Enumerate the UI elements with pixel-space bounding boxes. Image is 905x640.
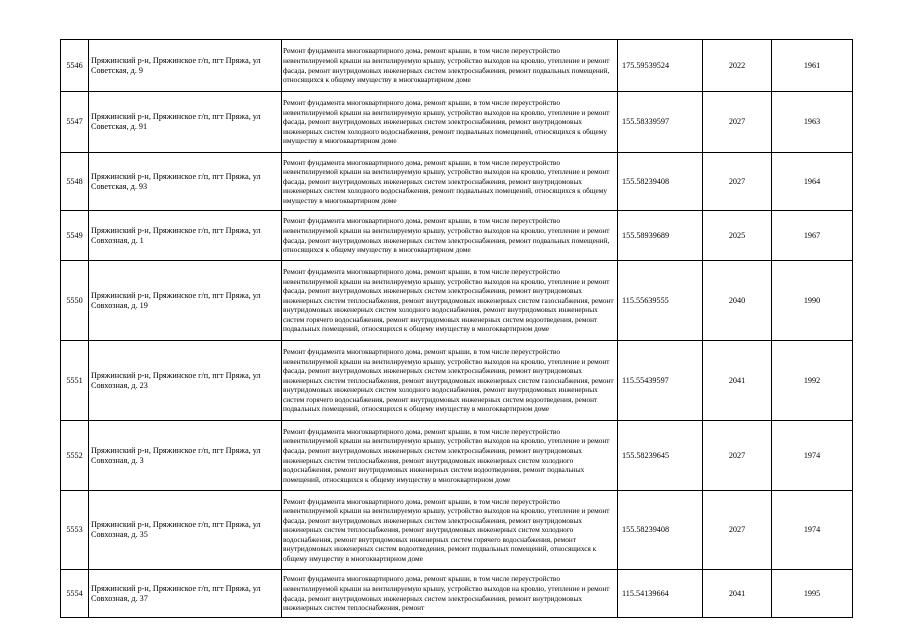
build-year-cell: 1992	[772, 341, 853, 421]
planned-year-cell: 2041	[703, 341, 772, 421]
address-cell: Пряжинский р-н, Пряжинское г/п, пгт Пряжа, ул Советская, д. 93	[89, 153, 282, 211]
build-year-cell: 1974	[772, 491, 853, 570]
work-description-cell: Ремонт фундамента многоквартирного дома, ремонт крыши, в том числе переустройство невентилируемой крыши на вентилируемую крышу, устройство выходов на кровлю, утепление и ремонт фасада, ремонт внутридомовых инженерных систем электроснабжения, ремонт подвальных помещений, относящихся к общему имуществу в многоквартирном доме	[282, 40, 618, 92]
address-cell: Пряжинский р-н, Пряжинское г/п, пгт Пряжа, ул Совхозная, д. 3	[89, 421, 282, 491]
cost-cell: 155.58239408	[618, 491, 703, 570]
build-year-cell: 1995	[772, 570, 853, 618]
planned-year-cell: 2041	[703, 570, 772, 618]
row-number: 5546	[61, 40, 89, 92]
table-bottom-border	[60, 617, 853, 618]
build-year-cell: 1964	[772, 153, 853, 211]
planned-year-cell: 2027	[703, 92, 772, 153]
address-cell: Пряжинский р-н, Пряжинское г/п, пгт Пряжа, ул Совхозная, д. 1	[89, 211, 282, 261]
table-row	[61, 341, 853, 421]
planned-year-cell: 2027	[703, 153, 772, 211]
table-row	[61, 153, 853, 211]
row-number: 5550	[61, 261, 89, 341]
row-number: 5554	[61, 570, 89, 618]
table-row	[61, 491, 853, 570]
row-number: 5548	[61, 153, 89, 211]
row-number: 5547	[61, 92, 89, 153]
work-description-cell: Ремонт фундамента многоквартирного дома, ремонт крыши, в том числе переустройство невентилируемой крыши на вентилируемую крышу, устройство выходов на кровлю, утепление и ремонт фасада, ремонт внутридомовых инженерных систем электроснабжения, ремонт внутридомовых инженерных систем теплоснабжения, ремонт внутридомовых инженерных систем газоснабжения, ремонт внутридомовых инженерных систем холодного водоснабжения, ремонт внутридомовых инженерных систем горячего водоснабжения, ремонт внутридомовых инженерных систем водоотведения, ремонт подвальных помещений, относящихся к общему имуществу в многоквартирном доме	[282, 261, 618, 341]
planned-year-cell: 2027	[703, 491, 772, 570]
row-number: 5551	[61, 341, 89, 421]
address-cell: Пряжинский р-н, Пряжинское г/п, пгт Пряжа, ул Советская, д. 91	[89, 92, 282, 153]
row-number: 5549	[61, 211, 89, 261]
table-row	[61, 421, 853, 491]
cost-cell: 155.58339597	[618, 92, 703, 153]
build-year-cell: 1961	[772, 40, 853, 92]
work-description-cell: Ремонт фундамента многоквартирного дома, ремонт крыши, в том числе переустройство невентилируемой крыши на вентилируемую крышу, устройство выходов на кровлю, утепление и ремонт фасада, ремонт внутридомовых инженерных систем электроснабжения, ремонт внутридомовых инженерных систем холодного водоснабжения, ремонт подвальных помещений, относящихся к общему имуществу в многоквартирном доме	[282, 153, 618, 211]
address-cell: Пряжинский р-н, Пряжинское г/п, пгт Пряжа, ул Совхозная, д. 37	[89, 570, 282, 618]
address-cell: Пряжинский р-н, Пряжинское г/п, пгт Пряжа, ул Советская, д. 9	[89, 40, 282, 92]
cost-cell: 155.58239408	[618, 153, 703, 211]
build-year-cell: 1963	[772, 92, 853, 153]
work-description-cell: Ремонт фундамента многоквартирного дома, ремонт крыши, в том числе переустройство невентилируемой крыши на вентилируемую крышу, устройство выходов на кровлю, утепление и ремонт фасада, ремонт внутридомовых инженерных систем электроснабжения, ремонт внутридомовых инженерных систем холодного водоснабжения, ремонт подвальных помещений, относящихся к общему имуществу в многоквартирном доме	[282, 92, 618, 153]
cost-cell: 155.58239645	[618, 421, 703, 491]
planned-year-cell: 2022	[703, 40, 772, 92]
address-cell: Пряжинский р-н, Пряжинское г/п, пгт Пряжа, ул Совхозная, д. 19	[89, 261, 282, 341]
planned-year-cell: 2040	[703, 261, 772, 341]
table-row	[61, 92, 853, 153]
work-description-cell: Ремонт фундамента многоквартирного дома, ремонт крыши, в том числе переустройство невентилируемой крыши на вентилируемую крышу, устройство выходов на кровлю, утепление и ремонт фасада, ремонт внутридомовых инженерных систем электроснабжения, ремонт внутридомовых инженерных систем теплоснабжения, ремонт	[282, 570, 618, 618]
work-description-cell: Ремонт фундамента многоквартирного дома, ремонт крыши, в том числе переустройство невентилируемой крыши на вентилируемую крышу, устройство выходов на кровлю, утепление и ремонт фасада, ремонт внутридомовых инженерных систем электроснабжения, ремонт внутридомовых инженерных систем теплоснабжения, ремонт внутридомовых инженерных систем холодного водоснабжения, ремонт внутридомовых инженерных систем водоотведения, ремонт подвальных помещений, относящихся к общему имуществу в многоквартирном доме	[282, 421, 618, 491]
cost-cell: 115.55639555	[618, 261, 703, 341]
cost-cell: 115.54139664	[618, 570, 703, 618]
cost-cell: 115.55439597	[618, 341, 703, 421]
address-cell: Пряжинский р-н, Пряжинское г/п, пгт Пряжа, ул Совхозная, д. 35	[89, 491, 282, 570]
document-page	[60, 39, 853, 617]
table-body	[61, 40, 853, 618]
build-year-cell: 1967	[772, 211, 853, 261]
row-number: 5552	[61, 421, 89, 491]
address-cell: Пряжинский р-н, Пряжинское г/п, пгт Пряжа, ул Совхозная, д. 23	[89, 341, 282, 421]
work-description-cell: Ремонт фундамента многоквартирного дома, ремонт крыши, в том числе переустройство невентилируемой крыши на вентилируемую крышу, устройство выходов на кровлю, утепление и ремонт фасада, ремонт внутридомовых инженерных систем электроснабжения, ремонт подвальных помещений, относящихся к общему имуществу в многоквартирном доме	[282, 211, 618, 261]
table-row	[61, 40, 853, 92]
planned-year-cell: 2025	[703, 211, 772, 261]
capital-repair-table	[60, 39, 853, 617]
cost-cell: 155.58939689	[618, 211, 703, 261]
table-row	[61, 211, 853, 261]
planned-year-cell: 2027	[703, 421, 772, 491]
table-row	[61, 261, 853, 341]
build-year-cell: 1974	[772, 421, 853, 491]
build-year-cell: 1990	[772, 261, 853, 341]
row-number: 5553	[61, 491, 89, 570]
cost-cell: 175.59539524	[618, 40, 703, 92]
table-row	[61, 570, 853, 618]
work-description-cell: Ремонт фундамента многоквартирного дома, ремонт крыши, в том числе переустройство невентилируемой крыши на вентилируемую крышу, устройство выходов на кровлю, утепление и ремонт фасада, ремонт внутридомовых инженерных систем электроснабжения, ремонт внутридомовых инженерных систем теплоснабжения, ремонт внутридомовых инженерных систем холодного водоснабжения, ремонт внутридомовых инженерных систем горячего водоснабжения, ремонт внутридомовых инженерных систем водоотведения, ремонт подвальных помещений, относящихся к общему имуществу в многоквартирном доме	[282, 491, 618, 570]
work-description-cell: Ремонт фундамента многоквартирного дома, ремонт крыши, в том числе переустройство невентилируемой крыши на вентилируемую крышу, устройство выходов на кровлю, утепление и ремонт фасада, ремонт внутридомовых инженерных систем электроснабжения, ремонт внутридомовых инженерных систем теплоснабжения, ремонт внутридомовых инженерных систем газоснабжения, ремонт внутридомовых инженерных систем холодного водоснабжения, ремонт внутридомовых инженерных систем горячего водоснабжения, ремонт внутридомовых инженерных систем водоотведения, ремонт подвальных помещений, относящихся к общему имуществу в многоквартирном доме	[282, 341, 618, 421]
